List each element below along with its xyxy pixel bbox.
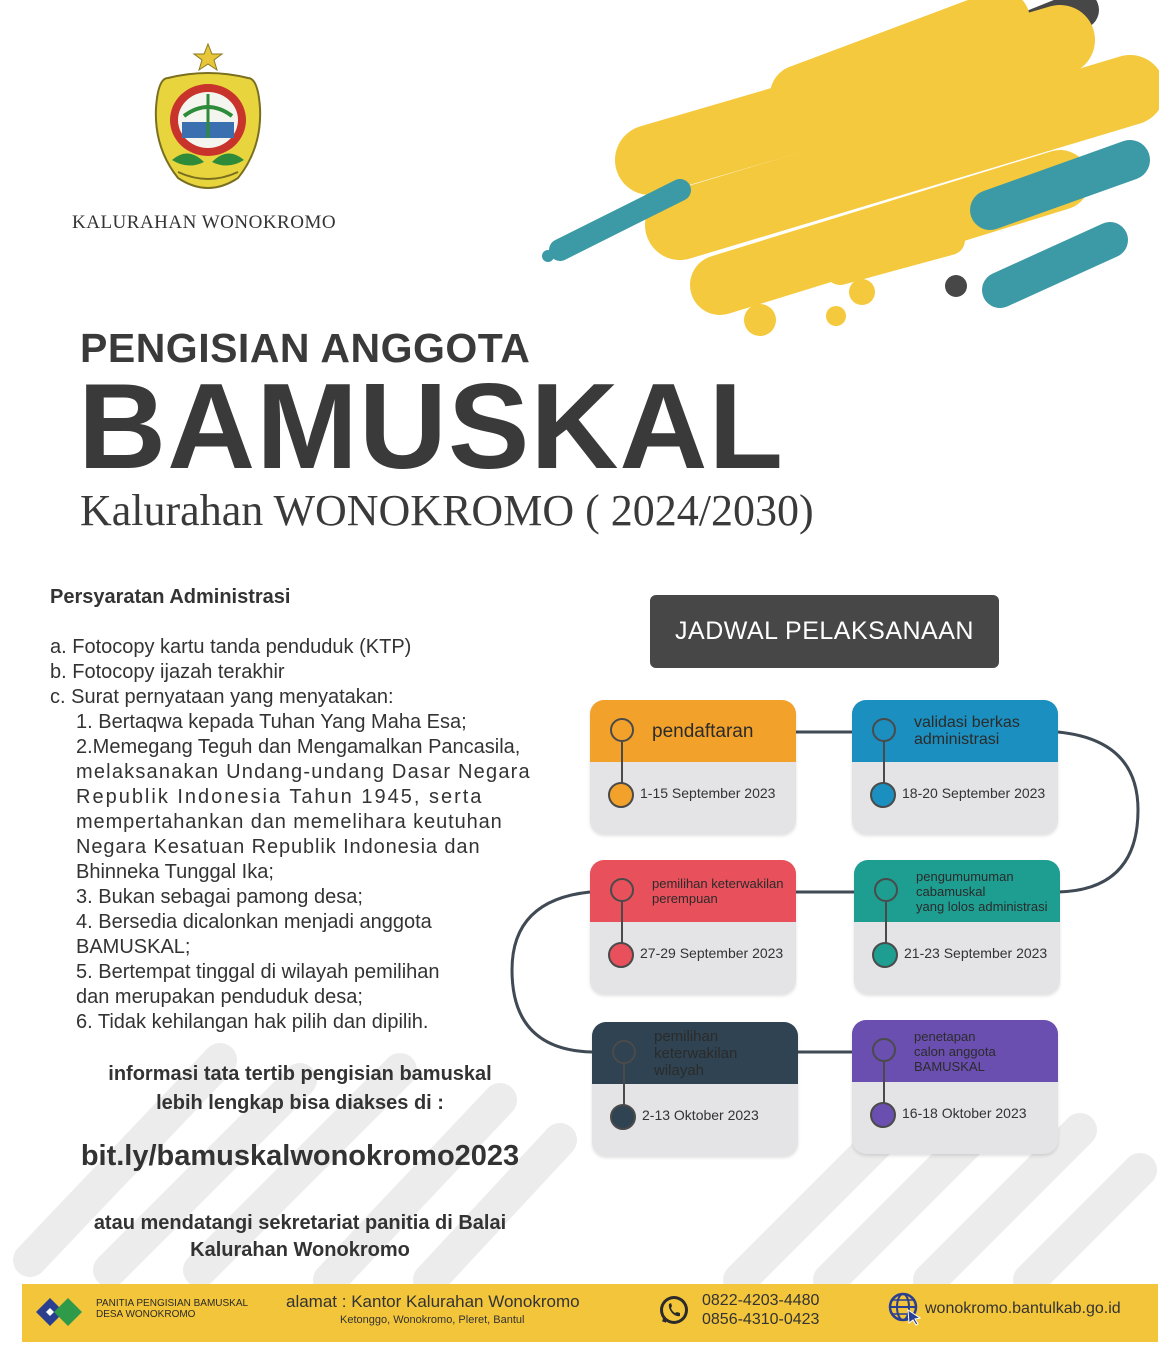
step-label: pemilihan keterwakilan wilayah — [654, 1027, 738, 1079]
requirements-heading: Persyaratan Administrasi — [50, 586, 291, 608]
step-date: 21-23 September 2023 — [904, 945, 1048, 961]
requirement-sub-item: melaksanakan Undang-undang Dasar Negara — [76, 761, 531, 783]
schedule-step-card — [590, 860, 796, 994]
requirement-sub-item: BAMUSKAL; — [76, 936, 191, 958]
address-text: alamat : Kantor Kalurahan Wonokromo — [286, 1292, 580, 1311]
step-dot-icon — [870, 1102, 896, 1128]
step-label: pengumumuman cabamuskal yang lolos administrasi — [916, 868, 1048, 914]
step-dot-icon — [608, 942, 634, 968]
step-dot-icon — [870, 782, 896, 808]
committee-name: PANITIA PENGISIAN BAMUSKAL DESA WONOKROMO — [96, 1298, 249, 1320]
step-dot-icon — [872, 942, 898, 968]
step-label: pendaftaran — [652, 720, 754, 742]
visit-text — [40, 1210, 560, 1264]
step-ring-icon — [610, 878, 634, 902]
requirement-item: b. Fotocopy ijazah terakhir — [50, 661, 285, 683]
info-line: lebih lengkap bisa diakses di : — [156, 1092, 444, 1114]
whatsapp-icon — [658, 1294, 690, 1326]
step-ring-icon — [872, 718, 896, 742]
requirement-item: a. Fotocopy kartu tanda penduduk (KTP) — [50, 636, 412, 658]
title-subtitle: Kalurahan WONOKROMO ( 2024/2030) — [80, 486, 814, 535]
step-date: 16-18 Oktober 2023 — [902, 1105, 1027, 1121]
step-date: 2-13 Oktober 2023 — [642, 1107, 759, 1123]
footer-bar — [22, 1284, 1158, 1342]
info-line: informasi tata tertib pengisian bamuskal — [108, 1063, 492, 1085]
step-dot-icon — [610, 1104, 636, 1130]
kalurahan-emblem-logo — [148, 38, 268, 198]
info-text — [40, 1060, 560, 1118]
address-detail: Ketonggo, Wonokromo, Pleret, Bantul — [340, 1314, 525, 1326]
requirement-sub-item: 4. Bersedia dicalonkan menjadi anggota — [76, 911, 432, 933]
step-ring-icon — [874, 878, 898, 902]
step-label: penetapan calon anggota BAMUSKAL — [914, 1028, 996, 1074]
schedule-step-card — [854, 860, 1060, 994]
title-main: BAMUSKAL — [78, 358, 785, 494]
requirement-sub-item: 3. Bukan sebagai pamong desa; — [76, 886, 363, 908]
requirement-sub-item: 2.Memegang Teguh dan Mengamalkan Pancasila, — [76, 736, 521, 758]
requirements-list — [50, 635, 570, 1035]
requirement-sub-item: mempertahankan dan memelihara keutuhan — [76, 811, 503, 833]
step-ring-icon — [612, 1040, 636, 1064]
step-date: 27-29 September 2023 — [640, 945, 784, 961]
requirement-sub-item: Republik Indonesia Tahun 1945, serta — [76, 786, 484, 808]
requirement-sub-item: Negara Kesatuan Republik Indonesia dan — [76, 836, 481, 858]
committee-logo-icon — [32, 1292, 92, 1332]
info-link[interactable]: bit.ly/bamuskalwonokromo2023 — [80, 1140, 520, 1172]
step-date: 18-20 September 2023 — [902, 785, 1046, 801]
requirement-item: c. Surat pernyataan yang menyatakan: — [50, 686, 394, 708]
schedule-step-card — [852, 700, 1058, 834]
requirement-sub-item: 6. Tidak kehilangan hak pilih dan dipilih. — [76, 1011, 429, 1033]
schedule-step-card — [592, 1022, 798, 1156]
step-label: pemilihan keterwakilan perempuan — [652, 876, 784, 906]
step-label: validasi berkas administrasi — [914, 714, 1020, 748]
schedule-step-card — [590, 700, 796, 834]
phone-number[interactable]: 0856-4310-0423 — [702, 1311, 820, 1328]
globe-icon — [888, 1292, 922, 1326]
requirement-sub-item: 5. Bertempat tinggal di wilayah pemilihan — [76, 961, 440, 983]
title-line-1: PENGISIAN ANGGOTA — [80, 325, 531, 371]
schedule-heading-badge: JADWAL PELAKSANAAN — [650, 595, 999, 668]
phone-number[interactable]: 0822-4203-4480 — [702, 1292, 820, 1309]
step-dot-icon — [608, 782, 634, 808]
visit-line: Kalurahan Wonokromo — [190, 1239, 410, 1261]
step-ring-icon — [872, 1038, 896, 1062]
step-date: 1-15 September 2023 — [640, 785, 776, 801]
requirement-sub-item: Bhinneka Tunggal Ika; — [76, 861, 274, 883]
schedule-step-card — [852, 1020, 1058, 1154]
requirement-sub-item: dan merupakan penduduk desa; — [76, 986, 363, 1008]
organization-name: KALURAHAN WONOKROMO — [72, 212, 337, 233]
visit-line: atau mendatangi sekretariat panitia di Balai — [93, 1212, 507, 1234]
requirement-sub-item: 1. Bertaqwa kepada Tuhan Yang Maha Esa; — [76, 711, 467, 733]
website-link[interactable]: wonokromo.bantulkab.go.id — [925, 1300, 1121, 1317]
step-ring-icon — [610, 718, 634, 742]
